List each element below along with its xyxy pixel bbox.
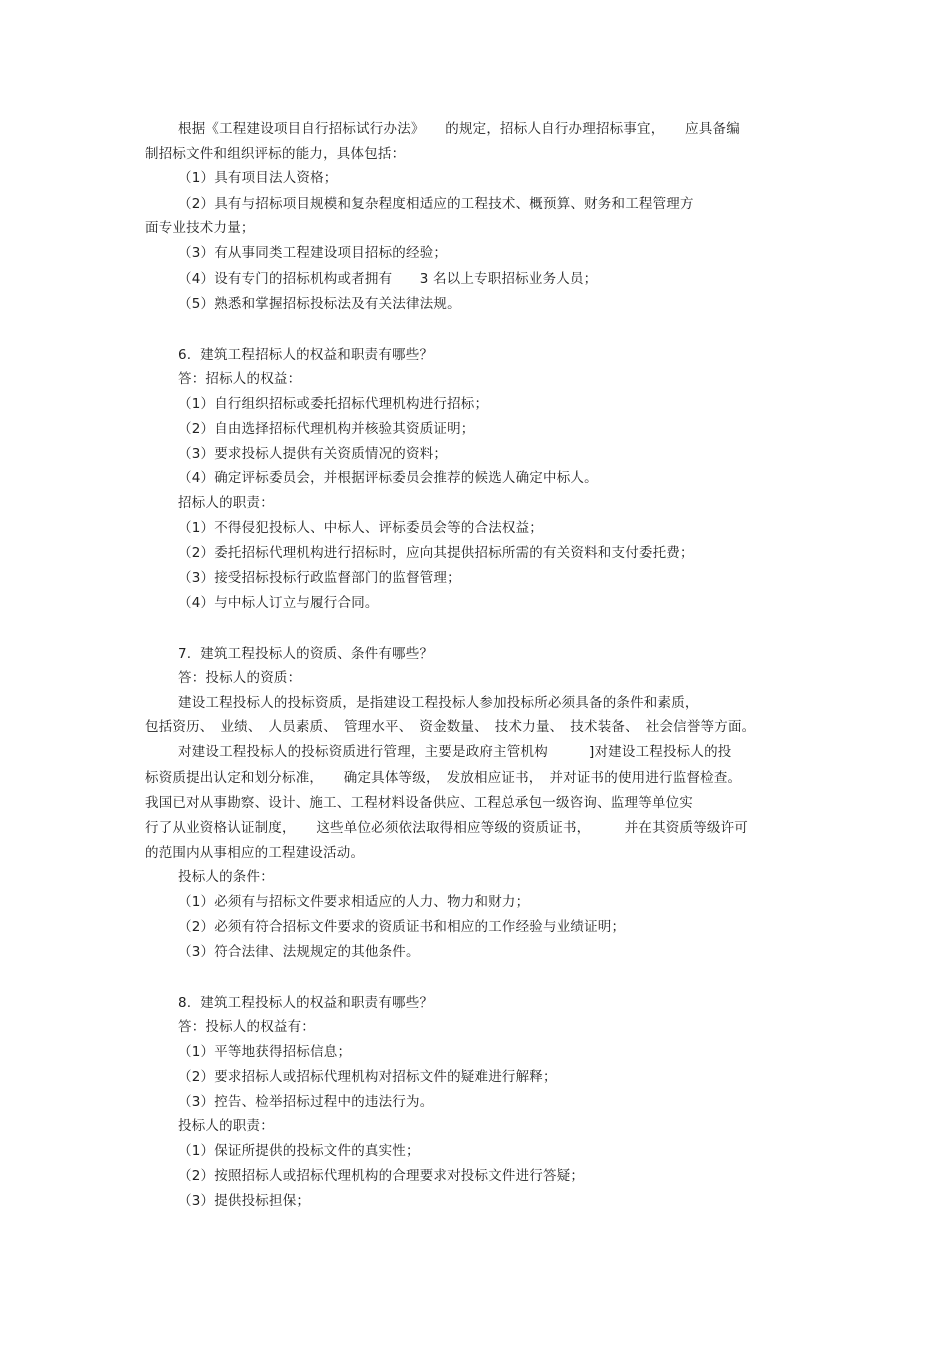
paragraph-line: 的范围内从事相应的工程建设活动。 <box>145 845 365 861</box>
list-item: （1）不得侵犯投标人、中标人、评标委员会等的合法权益； <box>178 520 543 536</box>
answer-heading: 答：招标人的权益： <box>178 371 302 387</box>
intro-paragraph-line-1: 根据《工程建设项目自行招标试行办法》 的规定，招标人自行办理招标事宜， 应具备编 <box>178 121 740 137</box>
list-item: （3）提供投标担保； <box>178 1193 311 1209</box>
paragraph-line: 对建设工程投标人的投标资质进行管理，主要是政府主管机构 ]对建设工程投标人的投 <box>178 744 732 760</box>
answer-heading: 答：投标人的权益有： <box>178 1019 315 1035</box>
paragraph-line: 建设工程投标人的投标资质，是指建设工程投标人参加投标所必须具备的条件和素质， <box>178 695 699 711</box>
list-item-continuation: 面专业技术力量； <box>145 220 255 236</box>
answer-heading: 答：投标人的资质： <box>178 670 302 686</box>
list-item: （5）熟悉和掌握招标投标法及有关法律法规。 <box>178 296 461 312</box>
list-item: （3）有从事同类工程建设项目招标的经验； <box>178 245 448 261</box>
list-item: （4）确定评标委员会，并根据评标委员会推荐的候选人确定中标人。 <box>178 470 598 486</box>
list-item: （2）必须有符合招标文件要求的资质证书和相应的工作经验与业绩证明； <box>178 919 626 935</box>
question-heading: 6. 建筑工程招标人的权益和职责有哪些？ <box>178 347 434 363</box>
question-heading: 8. 建筑工程投标人的权益和职责有哪些？ <box>178 995 434 1011</box>
list-item: （3）符合法律、法规规定的其他条件。 <box>178 944 420 960</box>
paragraph-line: 行了从业资格认证制度， 这些单位必须依法取得相应等级的资质证书， 并在其资质等级许可 <box>145 820 748 836</box>
list-item: （3）要求投标人提供有关资质情况的资料； <box>178 446 448 462</box>
list-item: （4）与中标人订立与履行合同。 <box>178 595 379 611</box>
list-item: （4）设有专门的招标机构或者拥有 3 名以上专职招标业务人员； <box>178 271 598 287</box>
sub-heading: 投标人的职责： <box>178 1118 274 1134</box>
question-heading: 7. 建筑工程投标人的资质、条件有哪些？ <box>178 646 434 662</box>
list-item: （2）按照招标人或招标代理机构的合理要求对投标文件进行答疑； <box>178 1168 585 1184</box>
list-item: （1）自行组织招标或委托招标代理机构进行招标； <box>178 396 489 412</box>
intro-paragraph-line-2: 制招标文件和组织评标的能力，具体包括： <box>145 146 406 162</box>
list-item: （1）保证所提供的投标文件的真实性； <box>178 1143 420 1159</box>
list-item: （1）平等地获得招标信息； <box>178 1044 352 1060</box>
paragraph-line: 标资质提出认定和划分标准， 确定具体等级， 发放相应证书， 并对证书的使用进行监督检查。 <box>145 770 742 786</box>
list-item: （2）要求招标人或招标代理机构对招标文件的疑难进行解释； <box>178 1069 557 1085</box>
list-item: （3）接受招标投标行政监督部门的监督管理； <box>178 570 461 586</box>
list-item: （1）必须有与招标文件要求相适应的人力、物力和财力； <box>178 894 530 910</box>
sub-heading: 招标人的职责： <box>178 495 274 511</box>
paragraph-line: 包括资历、 业绩、 人员素质、 管理水平、 资金数量、 技术力量、 技术装备、 社会信誉等方面。 <box>145 719 756 735</box>
list-item: （3）控告、检举招标过程中的违法行为。 <box>178 1094 434 1110</box>
list-item: （2）具有与招标项目规模和复杂程度相适应的工程技术、概预算、财务和工程管理方 <box>178 196 694 212</box>
list-item: （1）具有项目法人资格； <box>178 170 338 186</box>
sub-heading: 投标人的条件： <box>178 869 274 885</box>
list-item: （2）自由选择招标代理机构并核验其资质证明； <box>178 421 475 437</box>
paragraph-line: 我国已对从事勘察、设计、施工、工程材料设备供应、工程总承包一级咨询、监理等单位实 <box>145 795 693 811</box>
list-item: （2）委托招标代理机构进行招标时，应向其提供招标所需的有关资料和支付委托费； <box>178 545 694 561</box>
